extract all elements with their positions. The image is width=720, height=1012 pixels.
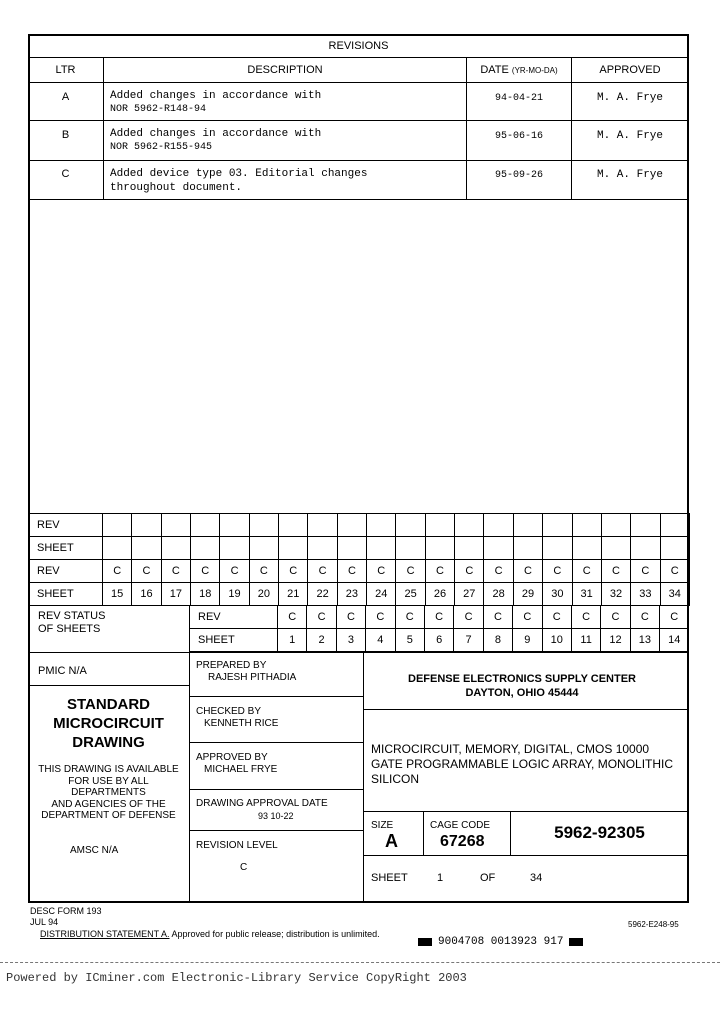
rev-row-empty [29,514,690,537]
sheet-number: 1 [437,872,444,884]
availability-statement: THIS DRAWING IS AVAILABLE FOR USE BY ALL DEPARTMENTS AND AGENCIES OF THE DEPARTMENT OF DEFENSE [38,764,179,821]
rev-label: REV [29,560,103,583]
revision-desc-2: NOR 5962-R148-94 [110,104,207,115]
form-number: DESC FORM 193 JUL 94 [30,906,102,927]
cage-label: CAGE CODE [430,820,491,831]
rev-row: REV C C C C C C C C C C C C C C C C C C C C [29,560,690,583]
revision-level-value: C [240,862,248,873]
barcode-strip: 9004708 0013923 917 [418,936,583,948]
drawing-title: MICROCIRCUIT, MEMORY, DIGITAL, CMOS 10000 GATE PROGRAMMABLE LOGIC ARRAY, MONOLITHIC SILICON [371,742,674,786]
revision-desc: Added device type 03. Editorial changes [110,168,368,180]
revision-desc: Added changes in accordance with [110,90,322,102]
revision-desc-2: NOR 5962-R155-945 [110,142,213,153]
checked-by: CHECKED BY KENNETH RICE [196,706,279,729]
status-rev-row: REV C C C C C C C C C C C C C C [190,606,689,629]
revision-ltr: A [61,91,70,103]
status-sheet-label: SHEET [190,629,278,652]
ltr-header: LTR [55,64,76,76]
size-value: A [385,831,398,851]
sheet-label: SHEET [371,872,408,884]
revisions-title: REVISIONS [328,40,389,52]
date-header: DATE (YR-MO-DA) [480,64,558,76]
revision-ltr: B [61,129,70,141]
right-code: 5962-E248-95 [628,920,679,929]
revision-level-label: REVISION LEVEL [196,840,278,851]
rev-sheet-table [28,513,690,606]
cage-value: 67268 [440,833,485,850]
sheet-row: SHEET 15 16 17 18 19 20 21 22 23 24 25 26 27 28 29 30 31 32 33 34 [29,583,690,606]
description-header: DESCRIPTION [247,64,323,76]
powered-by-text: Powered by ICminer.com Electronic-Library Service CopyRight 2003 [6,971,467,985]
rev-label: REV [29,514,103,537]
standard-drawing-title: STANDARD MICROCIRCUIT DRAWING [53,696,164,751]
status-rev-label: REV [190,606,278,629]
status-sheet-row: SHEET 1 2 3 4 5 6 7 8 9 10 11 12 13 14 [190,629,689,652]
sheet-label: SHEET [29,537,103,560]
rev-status-table [189,605,689,652]
revision-ltr: C [61,168,70,180]
revision-date: 95-06-16 [494,130,543,142]
revision-approver: M. A. Frye [596,130,663,142]
revision-date: 94-04-21 [494,92,543,104]
distribution-statement: DISTRIBUTION STATEMENT A. Approved for public release; distribution is unlimited. [40,929,380,939]
revision-desc-2: throughout document. [110,182,243,194]
size-label: SIZE [371,820,394,831]
prepared-by: PREPARED BY RAJESH PITHADIA [196,660,297,683]
pmic-label: PMIC N/A [38,665,87,677]
of-label: OF [480,872,496,884]
approved-header: APPROVED [599,64,661,76]
revision-approver: M. A. Frye [596,92,663,104]
document-number: 5962-92305 [554,823,645,842]
rev-status-label: REV STATUS OF SHEETS [38,610,106,635]
revision-approver: M. A. Frye [596,169,663,181]
sheet-total: 34 [530,872,543,884]
amsc-label: AMSC N/A [70,845,119,856]
revision-desc: Added changes in accordance with [110,128,322,140]
agency-name: DEFENSE ELECTRONICS SUPPLY CENTER DAYTON, OHIO 45444 [408,673,636,699]
sheet-label: SHEET [29,583,103,606]
approved-by: APPROVED BY MICHAEL FRYE [196,752,278,775]
revision-date: 95-09-26 [494,169,543,181]
approval-date: DRAWING APPROVAL DATE 93 10-22 [196,798,328,821]
sheet-row-empty [29,537,690,560]
